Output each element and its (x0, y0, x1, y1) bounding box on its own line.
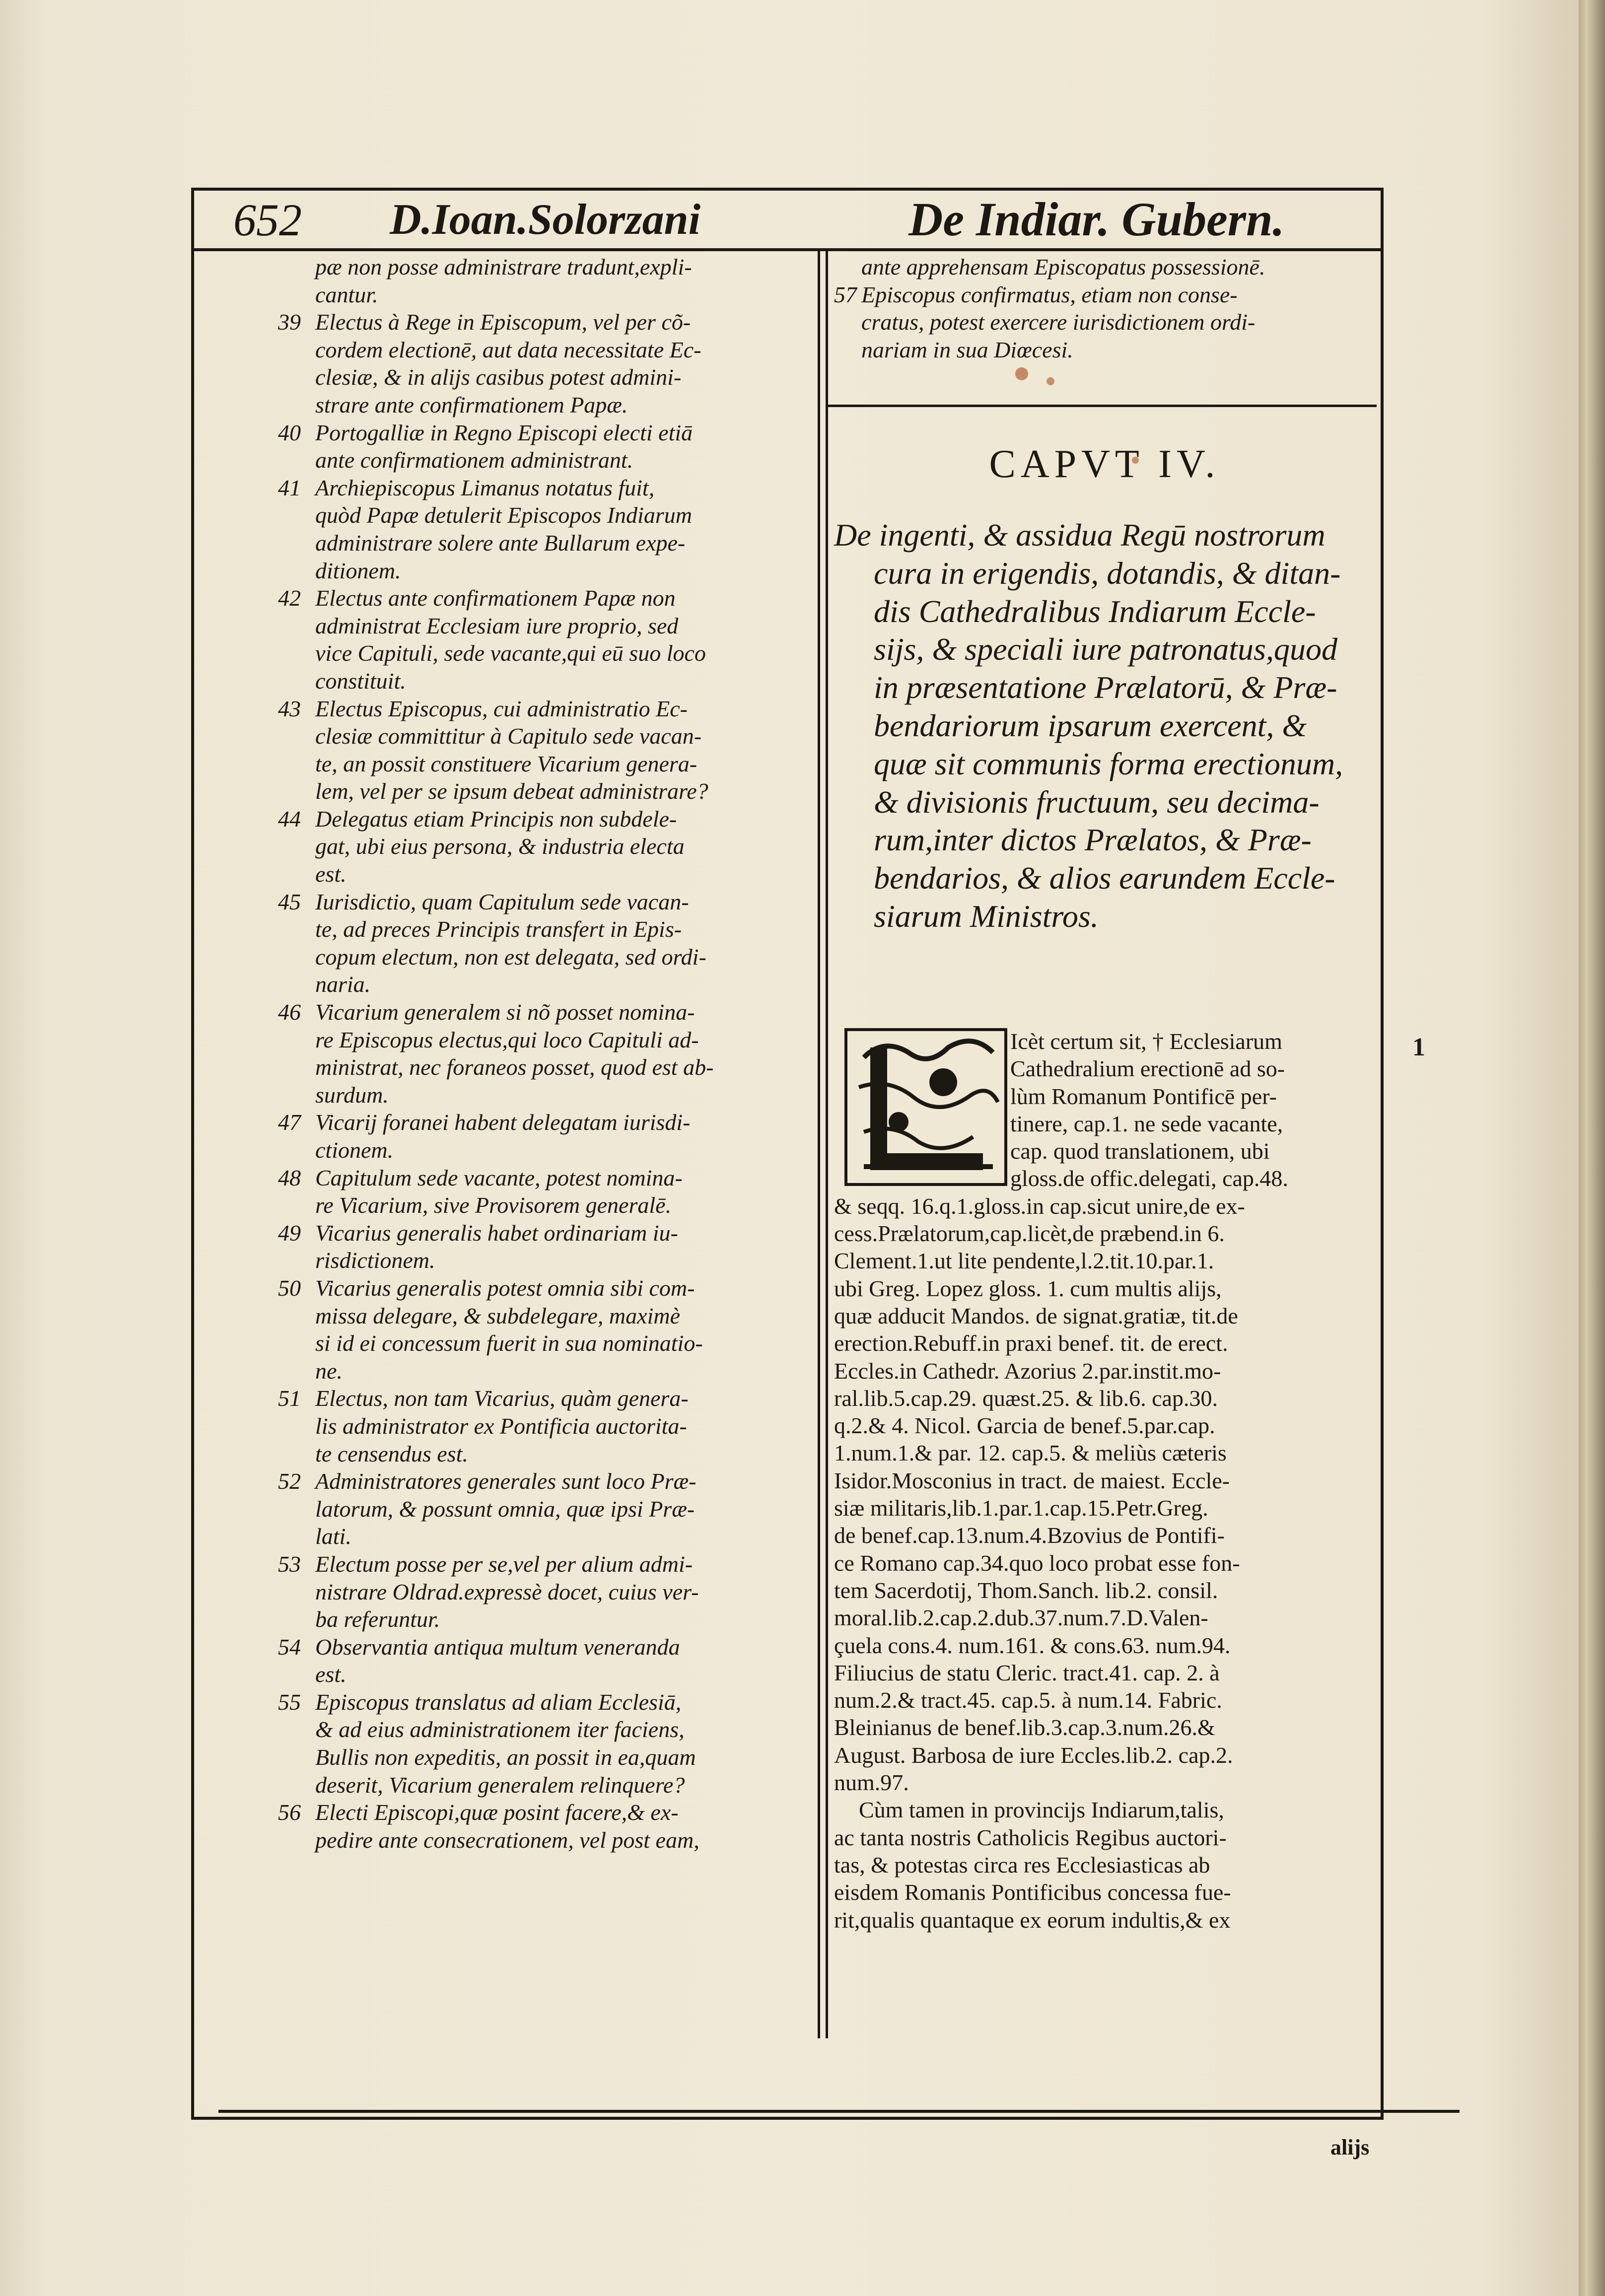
summary-line: cantur. (315, 281, 378, 307)
summary-line: nariam in sua Diœcesi. (861, 337, 1073, 362)
left-summary-column (278, 253, 817, 1854)
column-rule (818, 251, 820, 2038)
summary-line: ctionem. (315, 1137, 394, 1163)
body-line: erection.Rebuff.in praxi benef. tit. de erect. (834, 1330, 1228, 1356)
chapter-summary-line: rum,inter dictos Prælatos, & Præ- (874, 822, 1312, 858)
body-line: num.97. (834, 1770, 909, 1796)
summary-line: te, ad preces Principis transfert in Epis- (315, 916, 682, 942)
summary-number: 50 (278, 1275, 301, 1301)
summary-entry (278, 1219, 817, 1274)
summary-entry (834, 281, 1375, 364)
summary-entry (278, 419, 817, 474)
summary-line: ne. (315, 1358, 343, 1384)
chapter-summary-line: cura in erigendis, dotandis, & ditan- (874, 555, 1341, 591)
body-line: Clement.1.ut lite pendente,l.2.tit.10.par.1. (834, 1248, 1214, 1274)
running-head-right: De Indiar. Gubern. (908, 193, 1285, 246)
summary-line: Vicarium generalem si nõ posset nomina- (315, 999, 695, 1025)
body-line: tem Sacerdotij, Thom.Sanch. lib.2. consil. (834, 1577, 1218, 1603)
summary-line: cratus, potest exercere iurisdictionem ordi- (861, 309, 1256, 335)
summary-line: Electum posse per se,vel per alium admi- (315, 1551, 693, 1577)
summary-line: si id ei concessum fuerit in sua nominatio- (315, 1330, 703, 1356)
summary-number: 56 (278, 1800, 301, 1825)
summary-entry (278, 998, 817, 1109)
summary-entry (278, 1550, 817, 1633)
summary-entry (278, 474, 817, 584)
chapter-summary-line: siarum Ministros. (874, 898, 1099, 934)
body-line: ral.lib.5.cap.29. quæst.25. & lib.6. cap.30. (834, 1385, 1218, 1411)
summary-line: latorum, & possunt omnia, quæ ipsi Præ- (315, 1496, 695, 1522)
summary-line: ditionem. (315, 557, 401, 583)
summary-entry (278, 253, 817, 308)
body-line: çuela cons.4. num.161. & cons.63. num.94. (834, 1632, 1231, 1658)
summary-line: strare ante confirmationem Papæ. (315, 392, 628, 417)
body-line: Cùm tamen in provincijs Indiarum,talis, (859, 1797, 1224, 1823)
body-line: siæ militaris,lib.1.par.1.cap.15.Petr.Greg. (834, 1495, 1208, 1521)
summary-line: lem, vel per se ipsum debeat administrare? (315, 778, 708, 804)
summary-line: Episcopus confirmatus, etiam non conse- (861, 281, 1238, 307)
body-line: August. Barbosa de iure Eccles.lib.2. cap.2. (834, 1742, 1233, 1768)
body-line: Eccles.in Cathedr. Azorius 2.par.instit.mo- (834, 1358, 1221, 1384)
summary-entry (278, 1109, 817, 1164)
body-line: Cathedralium erectionē ad so- (1010, 1056, 1285, 1082)
summary-line: est. (315, 1662, 347, 1687)
chapter-summary-line: quæ sit communis forma erectionum, (874, 746, 1343, 781)
summary-entry (278, 1633, 817, 1688)
summary-line: Vicarius generalis potest omnia sibi com- (315, 1275, 695, 1301)
page-number: 652 (233, 195, 302, 245)
summary-number: 41 (278, 475, 301, 500)
summary-entry (278, 888, 817, 998)
summary-line: Administratores generales sunt loco Præ- (315, 1468, 697, 1494)
chapter-summary-line: bendarios, & alios earundem Eccle- (874, 860, 1335, 896)
body-text (834, 1028, 1380, 1934)
summary-line: vice Capituli, sede vacante,qui eū suo loco (315, 640, 706, 666)
summary-number: 51 (278, 1386, 301, 1411)
summary-number: 54 (278, 1634, 301, 1660)
body-line: moral.lib.2.cap.2.dub.37.num.7.D.Valen- (834, 1605, 1208, 1631)
chapter-summary-line: bendariorum ipsarum exercent, & (874, 707, 1307, 743)
summary-line: constituit. (315, 668, 406, 694)
summary-line: Observantia antiqua multum veneranda (315, 1634, 680, 1660)
summary-line: est. (315, 861, 347, 887)
summary-line: Electus Episcopus, cui administratio Ec- (315, 696, 688, 721)
margin-note: 1 (1412, 1033, 1425, 1061)
summary-number: 55 (278, 1689, 301, 1715)
summary-number: 45 (278, 889, 301, 914)
body-line: num.2.& tract.45. cap.5. à num.14. Fabric. (834, 1687, 1222, 1713)
summary-line: Vicarius generalis habet ordinariam iu- (315, 1220, 678, 1246)
body-line: de benef.cap.13.num.4.Bzovius de Pontifi- (834, 1523, 1225, 1548)
summary-line: copum electum, non est delegata, sed ordi- (315, 944, 706, 970)
book-gutter (1579, 0, 1605, 2296)
body-line: rit,qualis quantaque ex eorum indultis,& ex (834, 1907, 1231, 1933)
footer-rule (218, 2110, 1460, 2113)
summary-line: & ad eius administrationem iter faciens, (315, 1717, 685, 1742)
chapter-heading: CAPVT IV. (989, 442, 1220, 486)
summary-line: ministrat, nec foraneos posset, quod est ab- (315, 1054, 714, 1080)
body-line: eisdem Romanis Pontificibus concessa fue- (834, 1879, 1231, 1905)
summary-line: pæ non posse administrare tradunt,expli- (315, 254, 692, 279)
chapter-summary-line: dis Cathedralibus Indiarum Eccle- (874, 593, 1316, 629)
summary-number: 52 (278, 1468, 301, 1494)
summary-line: Electi Episcopi,quæ posint facere,& ex- (315, 1800, 679, 1825)
body-line: cap. quod translationem, ubi (1010, 1138, 1270, 1164)
summary-line: lis administrator ex Pontificia auctorita- (315, 1413, 687, 1439)
body-line: Isidor.Mosconius in tract. de maiest. Eccle- (834, 1467, 1230, 1493)
summary-entry (278, 584, 817, 695)
chapter-summary-line: De ingenti, & assidua Regū nostrorum (834, 517, 1326, 553)
summary-line: naria. (315, 972, 371, 997)
summary-line: administrare solere ante Bullarum expe- (315, 530, 686, 556)
body-line: ubi Greg. Lopez gloss. 1. cum multis alijs, (834, 1275, 1222, 1301)
body-line: lùm Romanum Pontificē per- (1010, 1083, 1277, 1109)
summary-line: Portogalliæ in Regno Episcopi electi etiā (315, 419, 693, 445)
column-rule (826, 251, 828, 2038)
summary-entry (834, 253, 1375, 281)
summary-entry (278, 1274, 817, 1385)
summary-entry (278, 1385, 817, 1467)
summary-line: administrat Ecclesiam iure proprio, sed (315, 613, 679, 638)
body-line: tas, & potestas circa res Ecclesiasticas ab (834, 1852, 1210, 1878)
summary-entry (278, 805, 817, 888)
summary-entry (278, 1467, 817, 1550)
summary-line: re Episcopus electus,qui loco Capituli ad- (315, 1027, 699, 1052)
chapter-summary-line: & divisionis fructuum, seu decima- (874, 784, 1320, 820)
body-line: Filiucius de statu Cleric. tract.41. cap. 2. à (834, 1660, 1220, 1685)
body-line: ac tanta nostris Catholicis Regibus auctori- (834, 1824, 1227, 1850)
body-line: q.2.& 4. Nicol. Garcia de benef.5.par.cap. (834, 1413, 1215, 1439)
summary-line: Electus, non tam Vicarius, quàm genera- (315, 1386, 689, 1411)
summary-number: 48 (278, 1165, 301, 1190)
summary-line: Capitulum sede vacante, potest nomina- (315, 1165, 683, 1190)
summary-line: Delegatus etiam Principis non subdele- (315, 806, 677, 832)
summary-line: ante apprehensam Episcopatus possessionē. (861, 254, 1265, 279)
summary-number: 46 (278, 999, 301, 1025)
summary-line: missa delegare, & subdelegare, maximè (315, 1303, 680, 1328)
summary-line: Iurisdictio, quam Capitulum sede vacan- (315, 889, 689, 914)
summary-line: ante confirmationem administrant. (315, 447, 633, 473)
summary-number: 49 (278, 1220, 301, 1246)
summary-line: te censendus est. (315, 1441, 468, 1466)
summary-line: re Vicarium, sive Provisorem generalē. (315, 1192, 672, 1218)
summary-number: 39 (278, 309, 301, 335)
body-line: quæ adducit Mandos. de signat.gratiæ, tit.de (834, 1303, 1238, 1328)
body-line: Icèt certum sit, † Ecclesiarum (1010, 1029, 1282, 1054)
summary-line: nistrare Oldrad.expressè docet, cuius ver- (315, 1579, 699, 1604)
summary-entry (278, 695, 817, 805)
summary-entry (278, 1688, 817, 1799)
summary-entry (278, 1164, 817, 1219)
summary-line: Archiepiscopus Limanus notatus fuit, (315, 475, 655, 500)
summary-line: surdum. (315, 1082, 389, 1108)
body-line: Bleinianus de benef.lib.3.cap.3.num.26.& (834, 1715, 1215, 1740)
summary-number: 44 (278, 806, 301, 832)
summary-number: 57 (834, 281, 857, 307)
summary-line: gat, ubi eius persona, & industria electa (315, 834, 685, 859)
summary-line: clesiæ committitur à Capitulo sede vacan- (315, 723, 702, 749)
summary-line: Bullis non expeditis, an possit in ea,quam (315, 1744, 696, 1770)
body-line: gloss.de offic.delegati, cap.48. (1010, 1166, 1288, 1191)
summary-end-rule (826, 405, 1377, 407)
running-head-left: D.Ioan.Solorzani (390, 196, 701, 244)
summary-number: 43 (278, 696, 301, 721)
summary-number: 53 (278, 1551, 301, 1577)
summary-line: te, an possit constituere Vicarium genera- (315, 751, 698, 776)
chapter-summary-line: in præsentatione Prælatorū, & Præ- (874, 670, 1337, 705)
body-line: 1.num.1.& par. 12. cap.5. & meliùs cæteris (834, 1440, 1227, 1466)
summary-line: pedire ante consecrationem, vel post eam, (315, 1827, 699, 1853)
body-line: tinere, cap.1. ne sede vacante, (1010, 1111, 1283, 1136)
summary-line: deserit, Vicarium generalem relinquere? (315, 1772, 685, 1798)
summary-number: 42 (278, 585, 301, 611)
chapter-summary-line: sijs, & speciali iure patronatus,quod (874, 631, 1337, 667)
summary-line: cordem electionē, aut data necessitate Ec- (315, 337, 701, 362)
summary-line: Electus à Rege in Episcopum, vel per cõ- (315, 309, 691, 335)
body-line: ce Romano cap.34.quo loco probat esse fon- (834, 1550, 1240, 1576)
summary-number: 47 (278, 1110, 301, 1135)
header-rule (191, 248, 1381, 251)
catchword: alijs (1330, 2135, 1370, 2159)
chapter-summary (834, 516, 1375, 936)
body-line: cess.Prælatorum,cap.licèt,de præbend.in 6. (834, 1221, 1225, 1247)
summary-line: Electus ante confirmationem Papæ non (315, 585, 676, 611)
summary-line: clesiæ, & in alijs casibus potest admini- (315, 364, 682, 390)
summary-entry (278, 1799, 817, 1854)
right-summary-column (834, 253, 1375, 363)
summary-line: Vicarij foranei habent delegatam iurisdi- (315, 1110, 691, 1135)
summary-entry (278, 308, 817, 418)
summary-line: Episcopus translatus ad aliam Ecclesiā, (315, 1689, 682, 1715)
body-line: & seqq. 16.q.1.gloss.in cap.sicut unire,de ex- (834, 1193, 1245, 1219)
summary-number: 40 (278, 419, 301, 445)
summary-line: lati. (315, 1524, 351, 1549)
summary-line: ba referuntur. (315, 1606, 440, 1632)
summary-line: quòd Papæ detulerit Episcopos Indiarum (315, 502, 692, 528)
summary-line: risdictionem. (315, 1248, 435, 1273)
